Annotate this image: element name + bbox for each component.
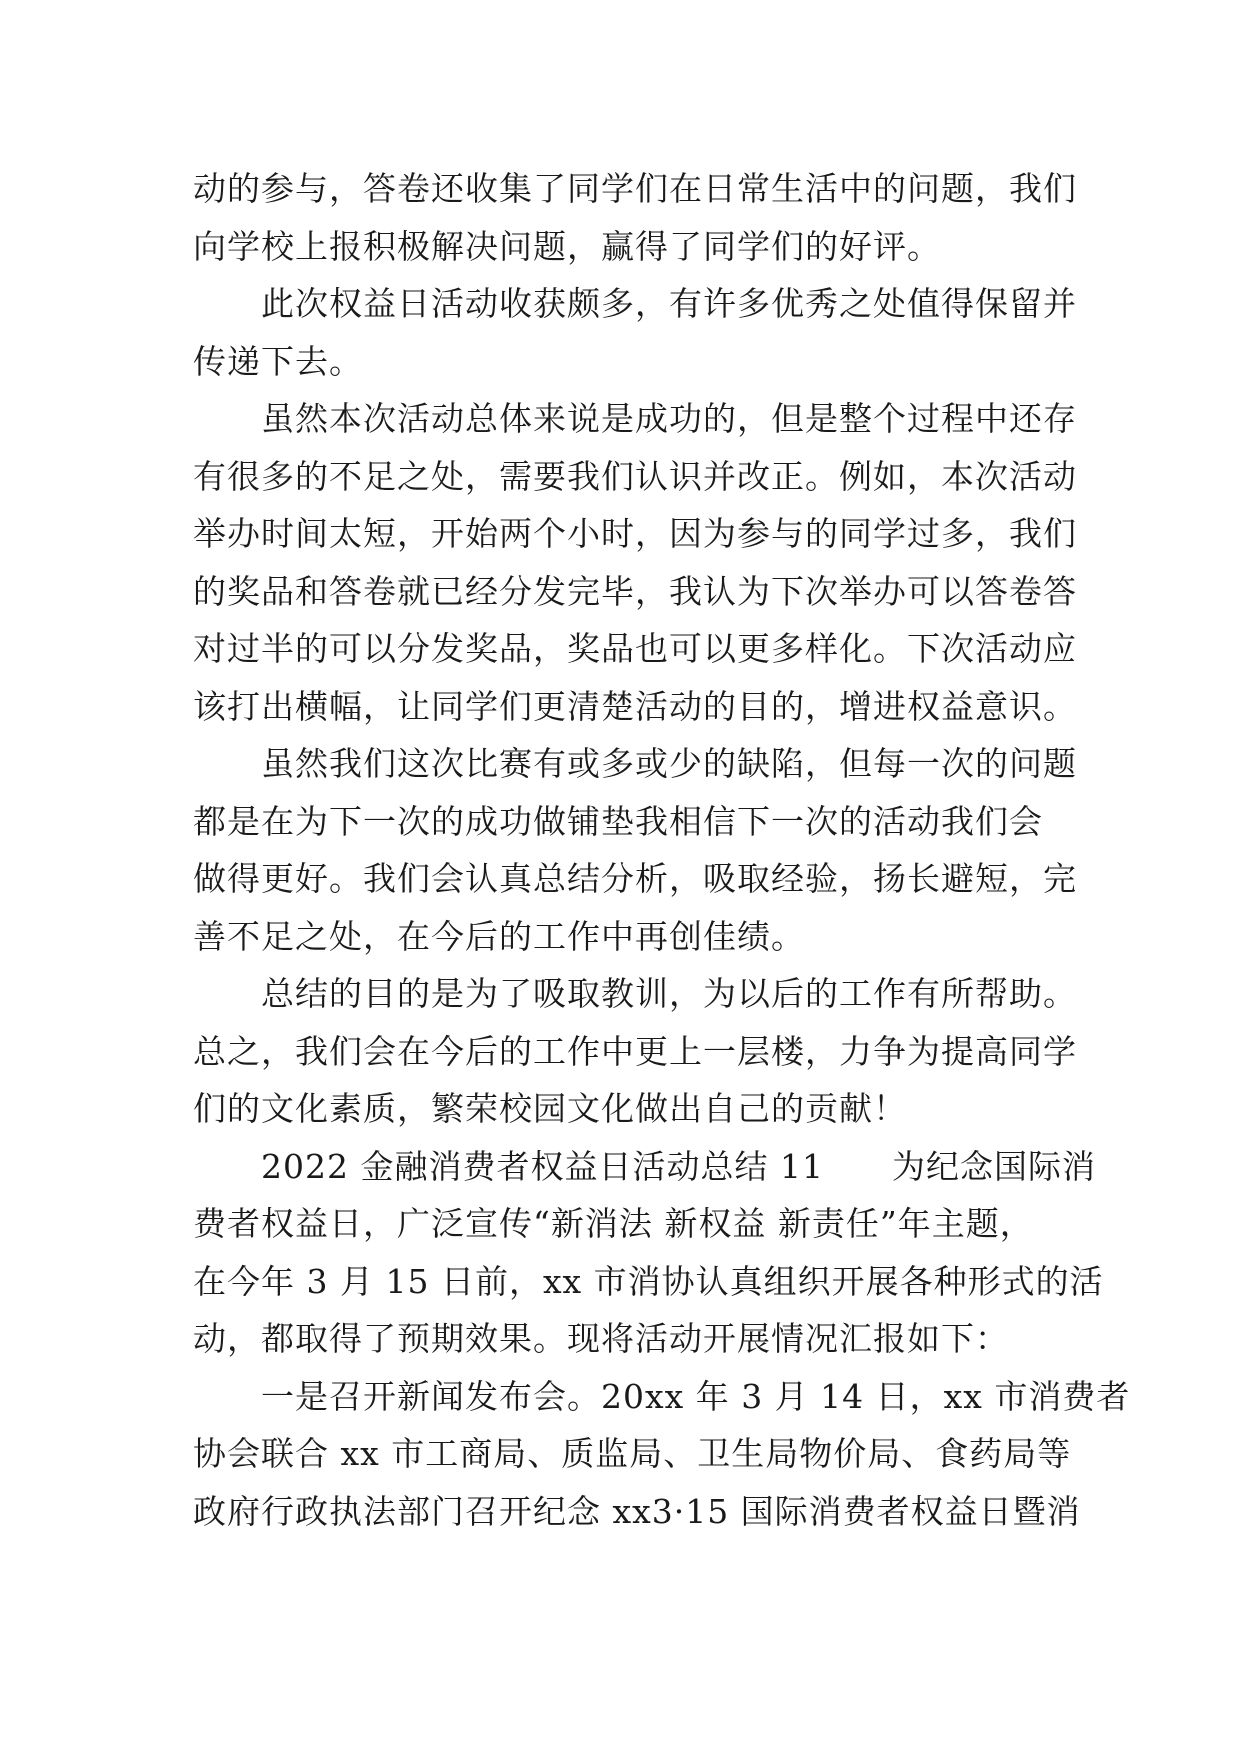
text-line-14: 善不足之处，在今后的工作中再创佳绩。 [193, 916, 805, 956]
text-line-23: 协会联合 xx 市工商局、质监局、卫生局物价局、食药局等 [193, 1434, 1072, 1473]
text-line-9: 对过半的可以分发奖品，奖品也可以更多样化。下次活动应 [193, 629, 1077, 668]
text-line-19: 费者权益日，广泛宣传“新消法 新权益 新责任”年主题， [193, 1204, 1034, 1243]
text-line-10: 该打出横幅，让同学们更清楚活动的目的，增进权益意识。 [193, 686, 1077, 726]
text-line-2: 向学校上报积极解决问题，赢得了同学们的好评。 [193, 226, 941, 266]
text-line-11: 虽然我们这次比赛有或多或少的缺陷，但每一次的问题 [193, 744, 1077, 783]
text-line-20: 在今年 3 月 15 日前，xx 市消协认真组织开展各种形式的活 [193, 1261, 1104, 1301]
text-line-1: 动的参与，答卷还收集了同学们在日常生活中的问题，我们 [193, 169, 1077, 208]
text-line-8: 的奖品和答卷就已经分发完毕，我认为下次举办可以答卷答 [193, 571, 1077, 611]
text-line-3: 此次权益日活动收获颇多，有许多优秀之处值得保留并 [193, 284, 1077, 323]
body-text [193, 160, 1131, 1540]
text-line-21: 动，都取得了预期效果。现将活动开展情况汇报如下： [193, 1319, 1009, 1358]
text-line-6: 有很多的不足之处，需要我们认识并改正。例如，本次活动 [193, 456, 1077, 496]
text-line-24: 政府行政执法部门召开纪念 xx3·15 国际消费者权益日暨消 [193, 1491, 1081, 1531]
text-line-18: 2022 金融消费者权益日活动总结 11 为纪念国际消 [193, 1146, 1096, 1186]
text-line-22: 一是召开新闻发布会。20xx 年 3 月 14 日，xx 市消费者 [193, 1376, 1131, 1416]
text-line-16: 总之，我们会在今后的工作中更上一层楼，力争为提高同学 [193, 1031, 1077, 1071]
text-line-12: 都是在为下一次的成功做铺垫我相信下一次的活动我们会 [193, 801, 1043, 841]
text-line-15: 总结的目的是为了吸取教训，为以后的工作有所帮助。 [193, 974, 1077, 1013]
text-line-7: 举办时间太短，开始两个小时，因为参与的同学过多，我们 [193, 514, 1077, 553]
text-line-4: 传递下去。 [193, 341, 363, 381]
text-line-17: 们的文化素质，繁荣校园文化做出自己的贡献！ [193, 1089, 907, 1128]
text-line-5: 虽然本次活动总体来说是成功的，但是整个过程中还存 [193, 399, 1077, 438]
text-line-13: 做得更好。我们会认真总结分析，吸取经验，扬长避短，完 [193, 859, 1077, 898]
